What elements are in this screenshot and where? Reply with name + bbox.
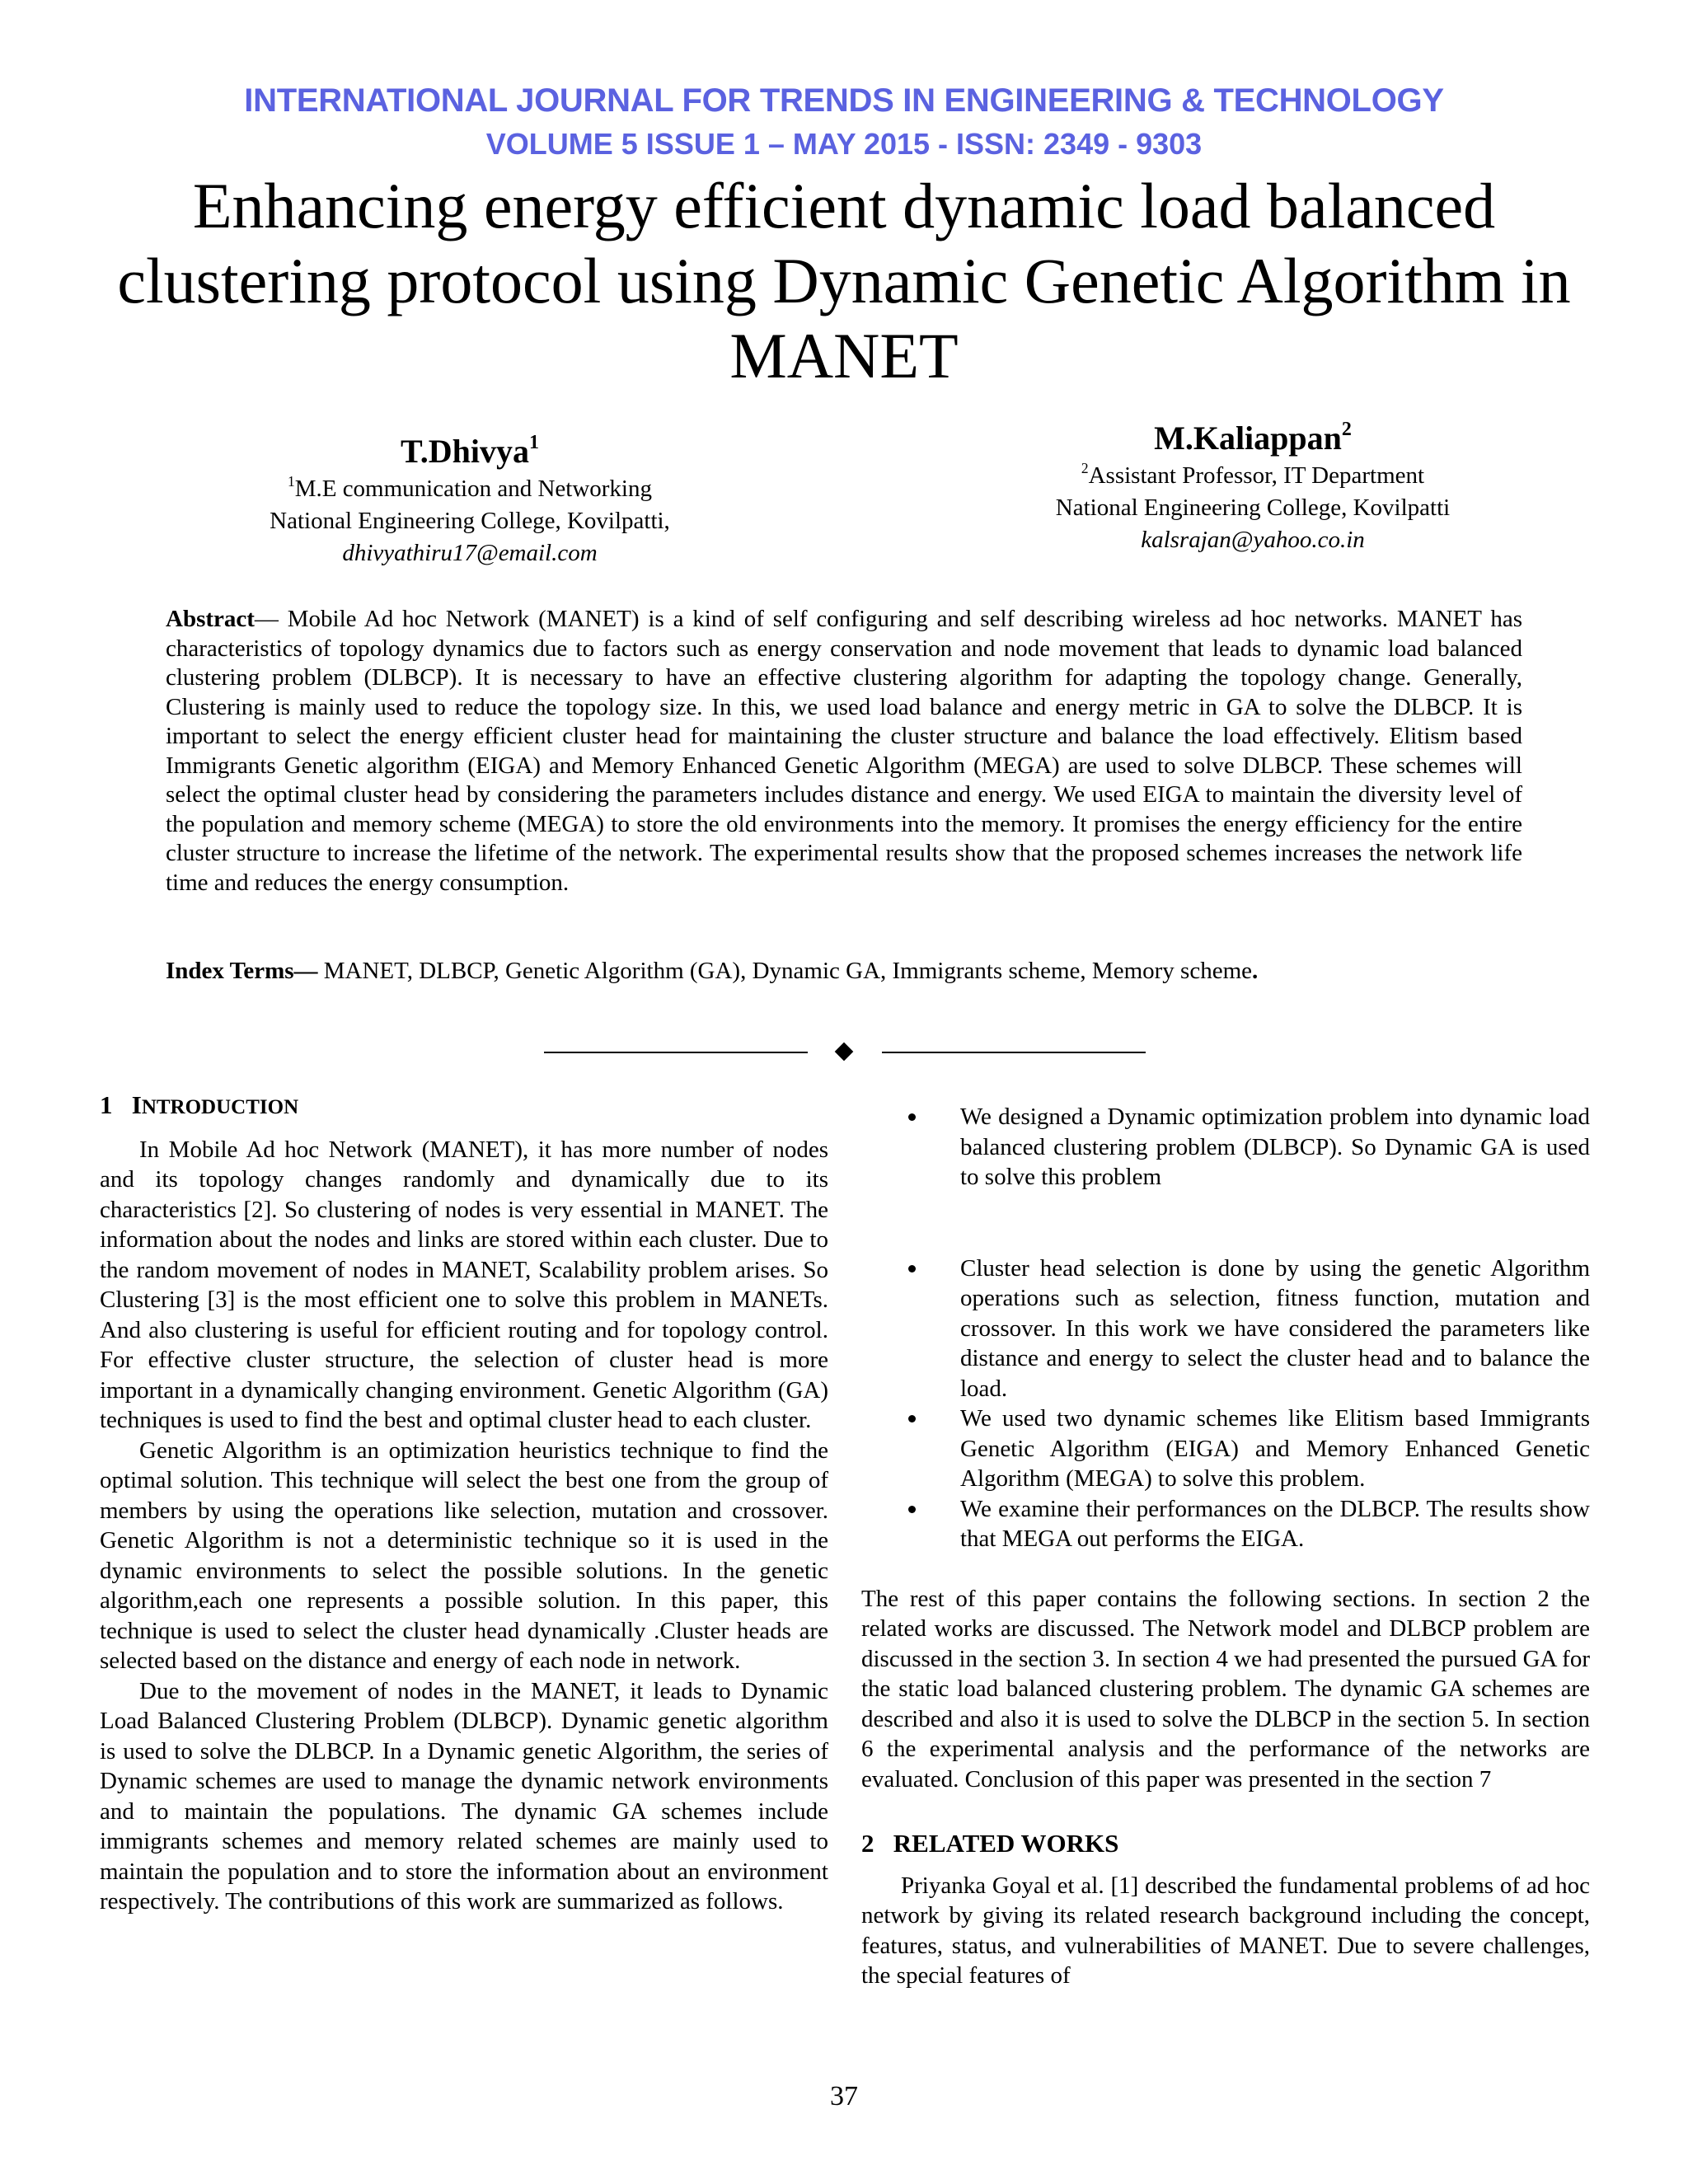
list-item: We designed a Dynamic optimization problem into dynamic load balanced clustering problem (DLBCP). So Dynamic GA is used to solve this problem	[861, 1102, 1590, 1193]
paragraph: Priyanka Goyal et al. [1] described the fundamental problems of ad hoc network by giving its related research background including the concept, features, status, and vulnerabilities of MANET. Due to severe challenges, the special features of	[861, 1872, 1590, 1989]
contribution-list	[861, 1102, 1590, 1554]
bullet-icon	[908, 1265, 916, 1272]
abstract-label: Abstract	[166, 606, 255, 632]
abstract-text: — Mobile Ad hoc Network (MANET) is a kind of self configuring and self describing wireless ad hoc networks. MANET has characteristics of topology dynamics due to factors such as energy conservation and node movement that leads to dynamic load balanced clustering problem (DLBCP). It is necessary to have an effective clustering algorithm for adapting the topology change. Generally, Clustering is mainly used to reduce the topology size. In this, we used load balance and energy metric in GA to solve the DLBCP. It is important to select the energy efficient cluster head for maintaining the cluster structure and balance the load effectively. Elitism based Immigrants Genetic algorithm (EIGA) and Memory Enhanced Genetic Algorithm (MEGA) are used to solve DLBCP. These schemes will select the optimal cluster head by considering the parameters includes distance and energy. We used EIGA to maintain the diversity level of the population and memory scheme (MEGA) to store the old environments into the memory. It promises the energy efficiency for the entire cluster structure to increase the lifetime of the network. The experimental results show that the proposed schemes increases the network life time and reduces the energy consumption.	[166, 606, 1522, 896]
author-affiliation: $^2$Assistant Professor, IT Department	[1081, 459, 1425, 489]
paragraph: The rest of this paper contains the following sections. In section 2 the related works are discussed. The Network model and DLBCP problem are discussed in the section 3. In section 4 we had presented the pursued GA for the static load balanced clustering problem. The dynamic GA schemes are described and also it is used to solve the DLBCP in the section 5. In section 6 the experimental analysis and the performance of the networks are evaluated. Conclusion of this paper was presented in the section 7	[861, 1585, 1590, 1793]
section-heading-related-works: 2 RELATED WORKS	[861, 1829, 1119, 1858]
author-name: T.Dhivya$^1$	[401, 432, 539, 470]
list-item: We examine their performances on the DLBCP. The results show that MEGA out performs the EIGA.	[861, 1494, 1590, 1554]
index-terms-label: Index Terms—	[166, 958, 318, 984]
index-terms-text: MANET, DLBCP, Genetic Algorithm (GA), Dynamic GA, Immigrants scheme, Memory scheme	[317, 958, 1252, 984]
paragraph: In Mobile Ad hoc Network (MANET), it has more number of nodes and its topology changes randomly and dynamically due to its characteristics [2]. So clustering of nodes is very essential in MANET. The information about the nodes and links are stored within each cluster. Due to the random movement of nodes in MANET, Scalability problem arises. So Clustering [3] is the most efficient one to solve this problem in MANETs. And also clustering is useful for efficient routing and for topology control. For effective cluster structure, the selection of cluster head is more important in a dynamically changing environment. Genetic Algorithm (GA) techniques is used to find the best and optimal cluster head to each cluster.	[100, 1136, 828, 1433]
separator-line-left	[544, 1052, 808, 1053]
author-email[interactable]: dhivyathiru17@email.com	[342, 540, 598, 566]
left-column	[100, 1090, 828, 1917]
bullet-icon	[908, 1506, 916, 1513]
list-item: We used two dynamic schemes like Elitism based Immigrants Genetic Algorithm (EIGA) and Memory Enhanced Genetic Algorithm (MEGA) to solve this problem.	[861, 1404, 1590, 1494]
paper-title: Enhancing energy efficient dynamic load balanced clustering protocol using Dynamic Genetic Algorithm in MANET	[117, 170, 1571, 391]
author-institution: National Engineering College, Kovilpatti	[1055, 494, 1451, 521]
diamond-icon	[835, 1043, 854, 1062]
paragraph: Due to the movement of nodes in the MANET, it leads to Dynamic Load Balanced Clustering Problem (DLBCP). Dynamic genetic algorithm is used to solve the DLBCP. In a Dynamic genetic Algorithm, the series of Dynamic schemes are used to manage the dynamic network environments and to maintain the populations. The dynamic GA schemes include immigrants schemes and memory related schemes are mainly used to maintain the population and to store the information about an environment respectively. The contributions of this work are summarized as follows.	[100, 1677, 828, 1915]
page-number: 37	[830, 2081, 858, 2111]
bullet-icon	[908, 1415, 916, 1422]
journal-name: INTERNATIONAL JOURNAL FOR TRENDS IN ENGINEERING & TECHNOLOGY	[244, 82, 1444, 119]
abstract	[166, 605, 1522, 898]
journal-issue: VOLUME 5 ISSUE 1 – MAY 2015 - ISSN: 2349 - 9303	[485, 127, 1203, 161]
separator-line-right	[882, 1052, 1146, 1053]
paragraph: Genetic Algorithm is an optimization heuristics technique to find the optimal solution. This technique will select the best one from the group of members by using the operations like selection, mutation and crossover. Genetic Algorithm is not a deterministic technique so it is used in the dynamic environments to select the possible solutions. In the genetic algorithm,each one represents a possible solution. In this paper, this technique is used to select the cluster head dynamically .Cluster heads are selected based on the distance and energy of each node in network.	[100, 1436, 828, 1674]
author-block-2	[956, 417, 1550, 556]
author-email[interactable]: kalsrajan@yahoo.co.in	[1141, 527, 1365, 553]
author-block-1	[198, 430, 742, 569]
list-item: Cluster head selection is done by using the genetic Algorithm operations such as selection, fitness function, mutation and crossover. In this work we have considered the parameters like distance and energy to select the cluster head and to balance the load.	[861, 1254, 1590, 1404]
section-separator	[544, 1040, 1146, 1065]
index-terms: Index Terms— MANET, DLBCP, Genetic Algorithm (GA), Dynamic GA, Immigrants scheme, Memory scheme.	[166, 958, 1259, 984]
right-column	[861, 1102, 1590, 1991]
author-name: M.Kaliappan$^2$	[1154, 419, 1352, 457]
author-affiliation: $^1$M.E communication and Networking	[287, 472, 652, 502]
author-institution: National Engineering College, Kovilpatti,	[270, 508, 670, 534]
bullet-icon	[908, 1113, 916, 1121]
section-heading-introduction: 1 INTRODUCTION	[100, 1090, 299, 1119]
